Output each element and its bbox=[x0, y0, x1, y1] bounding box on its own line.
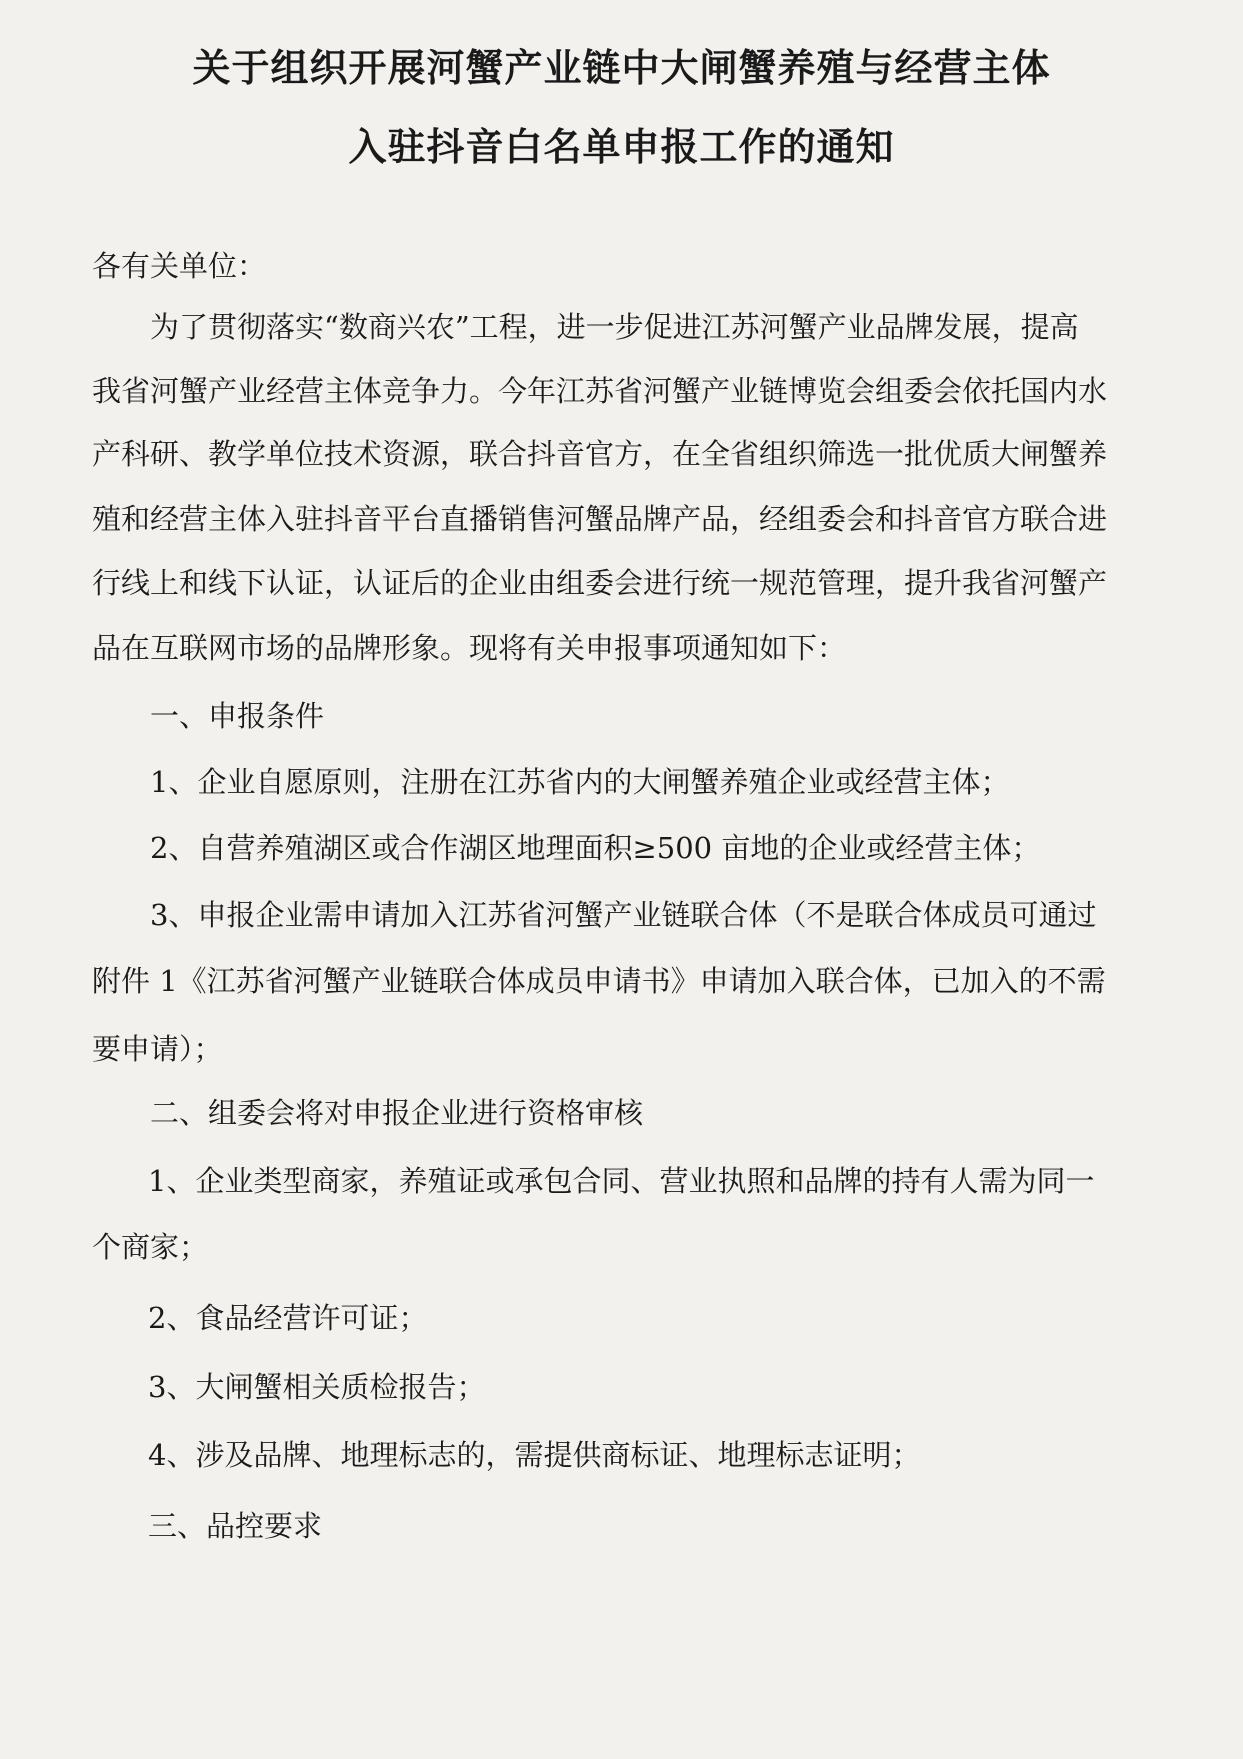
section1-item-3-line: 3、申报企业需申请加入江苏省河蟹产业链联合体（不是联合体成员可通过 bbox=[150, 898, 1097, 932]
section-heading-2: 二、组委会将对申报企业进行资格审核 bbox=[150, 1096, 644, 1130]
section2-item-4: 4、涉及品牌、地理标志的，需提供商标证、地理标志证明； bbox=[148, 1438, 921, 1472]
intro-line: 为了贯彻落实“数商兴农”工程，进一步促进江苏河蟹产业品牌发展，提高 bbox=[150, 310, 1079, 344]
section2-item-1-line: 1、企业类型商家，养殖证或承包合同、营业执照和品牌的持有人需为同一 bbox=[148, 1164, 1095, 1198]
section1-item-3-line: 要申请）； bbox=[92, 1032, 223, 1066]
section2-item-2: 2、食品经营许可证； bbox=[148, 1301, 428, 1335]
section-heading-1: 一、申报条件 bbox=[150, 699, 325, 733]
intro-line: 行线上和线下认证，认证后的企业由组委会进行统一规范管理，提升我省河蟹产 bbox=[92, 566, 1108, 600]
section1-item-1: 1、企业自愿原则，注册在江苏省内的大闸蟹养殖企业或经营主体； bbox=[150, 765, 1010, 799]
intro-line: 品在互联网市场的品牌形象。现将有关申报事项通知如下： bbox=[92, 631, 847, 665]
document-title-line-1: 关于组织开展河蟹产业链中大闸蟹养殖与经营主体 bbox=[192, 46, 1051, 90]
section-heading-3: 三、品控要求 bbox=[148, 1509, 323, 1543]
document-title-line-2: 入驻抖音白名单申报工作的通知 bbox=[348, 125, 895, 169]
section2-item-1-line: 个商家； bbox=[92, 1230, 209, 1264]
section2-item-3: 3、大闸蟹相关质检报告； bbox=[148, 1370, 486, 1404]
intro-line: 我省河蟹产业经营主体竞争力。今年江苏省河蟹产业链博览会组委会依托国内水 bbox=[92, 374, 1108, 408]
section1-item-3-line: 附件 1《江苏省河蟹产业链联合体成员申请书》申请加入联合体，已加入的不需 bbox=[92, 964, 1106, 998]
section1-item-2: 2、自营养殖湖区或合作湖区地理面积≥500 亩地的企业或经营主体； bbox=[150, 831, 1041, 865]
salutation: 各有关单位： bbox=[92, 249, 267, 283]
intro-line: 产科研、教学单位技术资源，联合抖音官方，在全省组织筛选一批优质大闸蟹养 bbox=[92, 437, 1108, 471]
intro-line: 殖和经营主体入驻抖音平台直播销售河蟹品牌产品，经组委会和抖音官方联合进 bbox=[92, 502, 1108, 536]
